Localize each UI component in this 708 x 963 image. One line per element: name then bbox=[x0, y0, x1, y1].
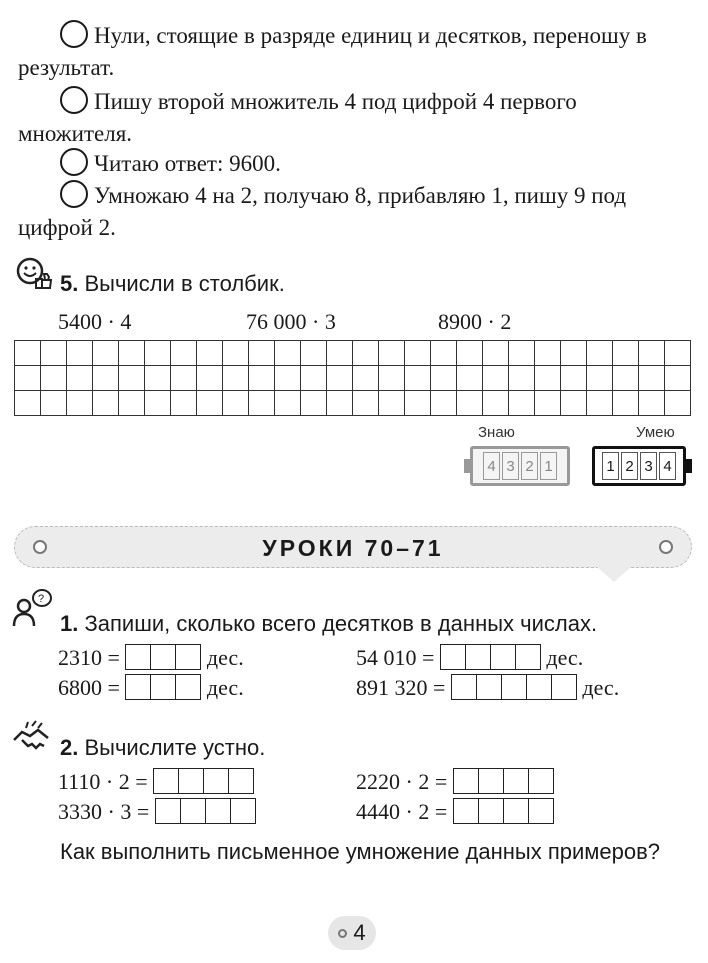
task-2-title bbox=[60, 735, 265, 761]
know-label: Знаю bbox=[478, 424, 515, 441]
know-cells bbox=[483, 452, 557, 480]
page-dot bbox=[338, 929, 347, 938]
step-text: Пишу второй множитель 4 под цифрой 4 первого множителя. bbox=[18, 89, 577, 146]
page-number: 4 bbox=[353, 920, 366, 945]
tens-item bbox=[58, 644, 244, 671]
answer-boxes[interactable] bbox=[453, 768, 554, 794]
answer-circle[interactable] bbox=[60, 180, 88, 208]
handshake-icon bbox=[10, 718, 54, 758]
step-text: Читаю ответ: 9600. bbox=[94, 151, 281, 176]
answer-circle[interactable] bbox=[60, 20, 88, 48]
equation-left: 2310 = bbox=[58, 645, 120, 670]
lesson-banner bbox=[14, 526, 692, 568]
unit-label: дес. bbox=[546, 645, 584, 670]
know-battery[interactable] bbox=[470, 446, 570, 486]
step-text: Нули, стоящие в разряде единиц и десятков, переношу в результат. bbox=[18, 23, 647, 80]
calculation-grid[interactable] bbox=[14, 340, 691, 416]
banner-dot-right bbox=[659, 540, 673, 554]
task-2-question: Как выполнить письменное умножение данных примеров? bbox=[60, 839, 661, 864]
equation-left: 1110 · 2 = bbox=[58, 769, 148, 794]
smiley-thumbs-up-icon bbox=[14, 257, 54, 291]
step-3 bbox=[18, 148, 694, 180]
tens-item bbox=[356, 674, 619, 701]
know-cell[interactable]: 1 bbox=[540, 452, 557, 480]
equation-left: 3330 · 3 = bbox=[58, 799, 150, 824]
equation-left: 2220 · 2 = bbox=[356, 769, 448, 794]
answer-boxes[interactable] bbox=[451, 674, 577, 700]
mental-math-item bbox=[58, 798, 256, 825]
can-cell[interactable]: 3 bbox=[640, 452, 657, 480]
expression-3: 8900 · 2 bbox=[438, 309, 512, 334]
answer-boxes[interactable] bbox=[155, 798, 256, 824]
task-text: Вычислите устно. bbox=[84, 735, 266, 760]
equation-left: 891 320 = bbox=[356, 675, 446, 700]
mental-math-item bbox=[58, 768, 254, 795]
answer-boxes[interactable] bbox=[125, 644, 201, 670]
step-text: Умножаю 4 на 2, получаю 8, прибавляю 1, пишу 9 под цифрой 2. bbox=[18, 183, 627, 240]
mental-math-item bbox=[356, 768, 554, 795]
task-text: Запиши, сколько всего десятков в данных числах. bbox=[84, 611, 598, 636]
answer-boxes[interactable] bbox=[453, 798, 554, 824]
can-cell[interactable]: 4 bbox=[659, 452, 676, 480]
equation-left: 6800 = bbox=[58, 675, 120, 700]
know-cell[interactable]: 4 bbox=[483, 452, 500, 480]
task-1-title bbox=[60, 611, 597, 637]
unit-label: дес. bbox=[206, 645, 244, 670]
mental-math-item bbox=[356, 798, 554, 825]
equation-left: 54 010 = bbox=[356, 645, 435, 670]
know-cell[interactable]: 3 bbox=[502, 452, 519, 480]
equation-left: 4440 · 2 = bbox=[356, 799, 448, 824]
expression-2: 76 000 · 3 bbox=[246, 309, 336, 334]
page-number-badge bbox=[328, 916, 376, 950]
step-2 bbox=[18, 86, 694, 150]
can-cell[interactable]: 2 bbox=[621, 452, 638, 480]
can-label: Умею bbox=[636, 424, 675, 441]
know-cell[interactable]: 2 bbox=[521, 452, 538, 480]
tens-item bbox=[356, 644, 583, 671]
person-question-icon bbox=[10, 588, 54, 630]
lesson-title: УРОКИ 70–71 bbox=[262, 535, 444, 561]
task-number: 5. bbox=[60, 271, 79, 296]
banner-tail bbox=[596, 566, 632, 582]
task-5-title bbox=[60, 271, 285, 297]
task-number: 1. bbox=[60, 611, 79, 636]
unit-label: дес. bbox=[206, 675, 244, 700]
can-cell[interactable]: 1 bbox=[602, 452, 619, 480]
svg-text:?: ? bbox=[38, 593, 45, 605]
step-1 bbox=[18, 20, 694, 84]
task-number: 2. bbox=[60, 735, 79, 760]
can-battery[interactable] bbox=[592, 446, 686, 486]
answer-circle[interactable] bbox=[60, 86, 88, 114]
task-text: Вычисли в столбик. bbox=[84, 271, 285, 296]
answer-boxes[interactable] bbox=[125, 674, 201, 700]
can-cells bbox=[602, 452, 676, 480]
expression-1: 5400 · 4 bbox=[58, 309, 132, 334]
step-4 bbox=[18, 180, 694, 244]
answer-circle[interactable] bbox=[60, 148, 88, 176]
answer-boxes[interactable] bbox=[153, 768, 254, 794]
answer-boxes[interactable] bbox=[440, 644, 541, 670]
unit-label: дес. bbox=[582, 675, 620, 700]
tens-item bbox=[58, 674, 244, 701]
